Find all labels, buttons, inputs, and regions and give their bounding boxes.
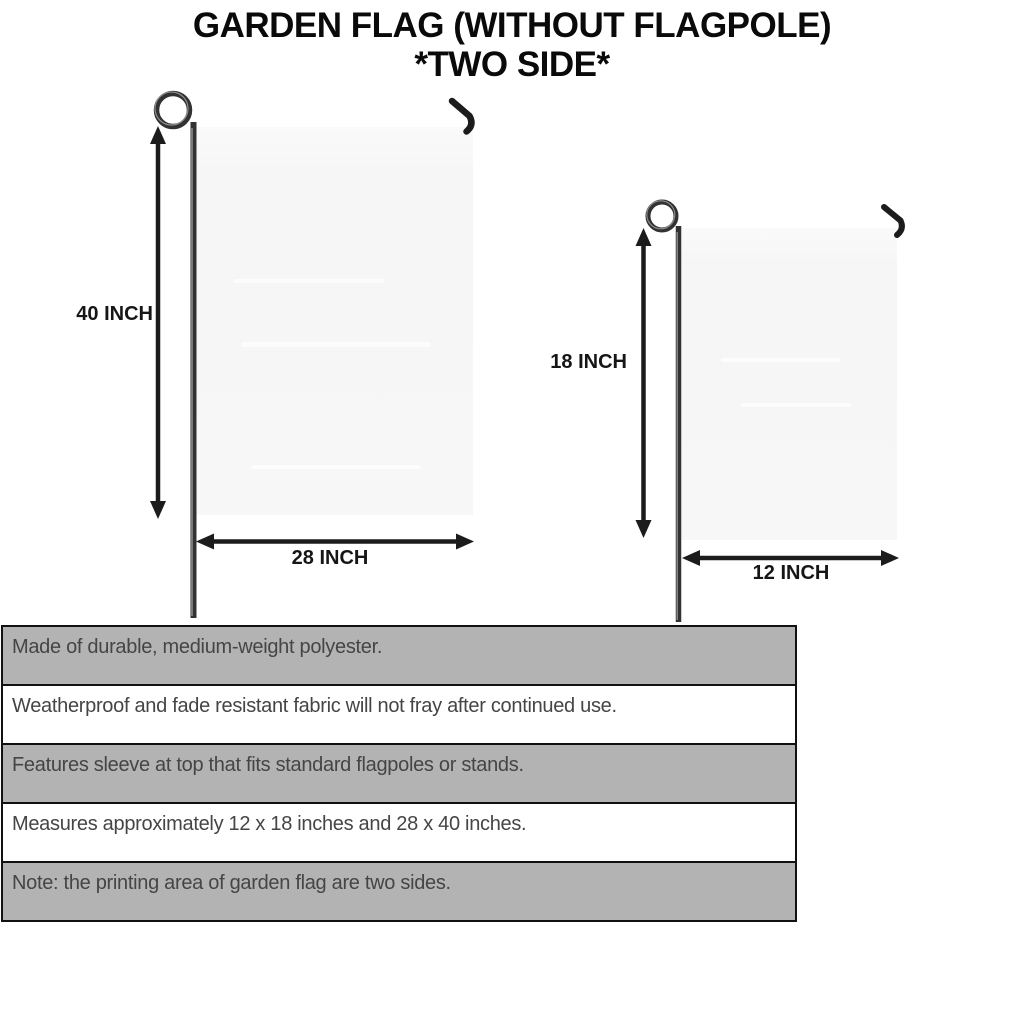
page-title-line2: *TWO SIDE*: [414, 45, 610, 84]
height-label-large: 40 INCH: [76, 303, 153, 325]
feature-row-material: Made of durable, medium-weight polyester.: [3, 627, 795, 684]
feature-row-measures: Measures approximately 12 x 18 inches and 28 x 40 inches.: [3, 802, 795, 861]
page-title-line1: GARDEN FLAG (WITHOUT FLAGPOLE): [192, 6, 832, 45]
feature-table: [1, 625, 797, 922]
width-label-large: 28 INCH: [291, 547, 369, 569]
feature-row-note: Note: the printing area of garden flag are two sides.: [3, 861, 795, 920]
feature-row-sleeve: Features sleeve at top that fits standard flagpoles or stands.: [3, 743, 795, 802]
height-label-small: 18 INCH: [550, 351, 627, 373]
flagpole-large-icon: [155, 92, 194, 618]
hook-large-icon: [452, 101, 471, 132]
width-label-small: 12 INCH: [752, 562, 830, 584]
flagpole-small-icon: [647, 201, 679, 622]
feature-row-weatherproof: Weatherproof and fade resistant fabric will not fray after continued use.: [3, 684, 795, 743]
height-arrow-small: [636, 228, 652, 538]
hook-small-icon: [884, 207, 902, 235]
